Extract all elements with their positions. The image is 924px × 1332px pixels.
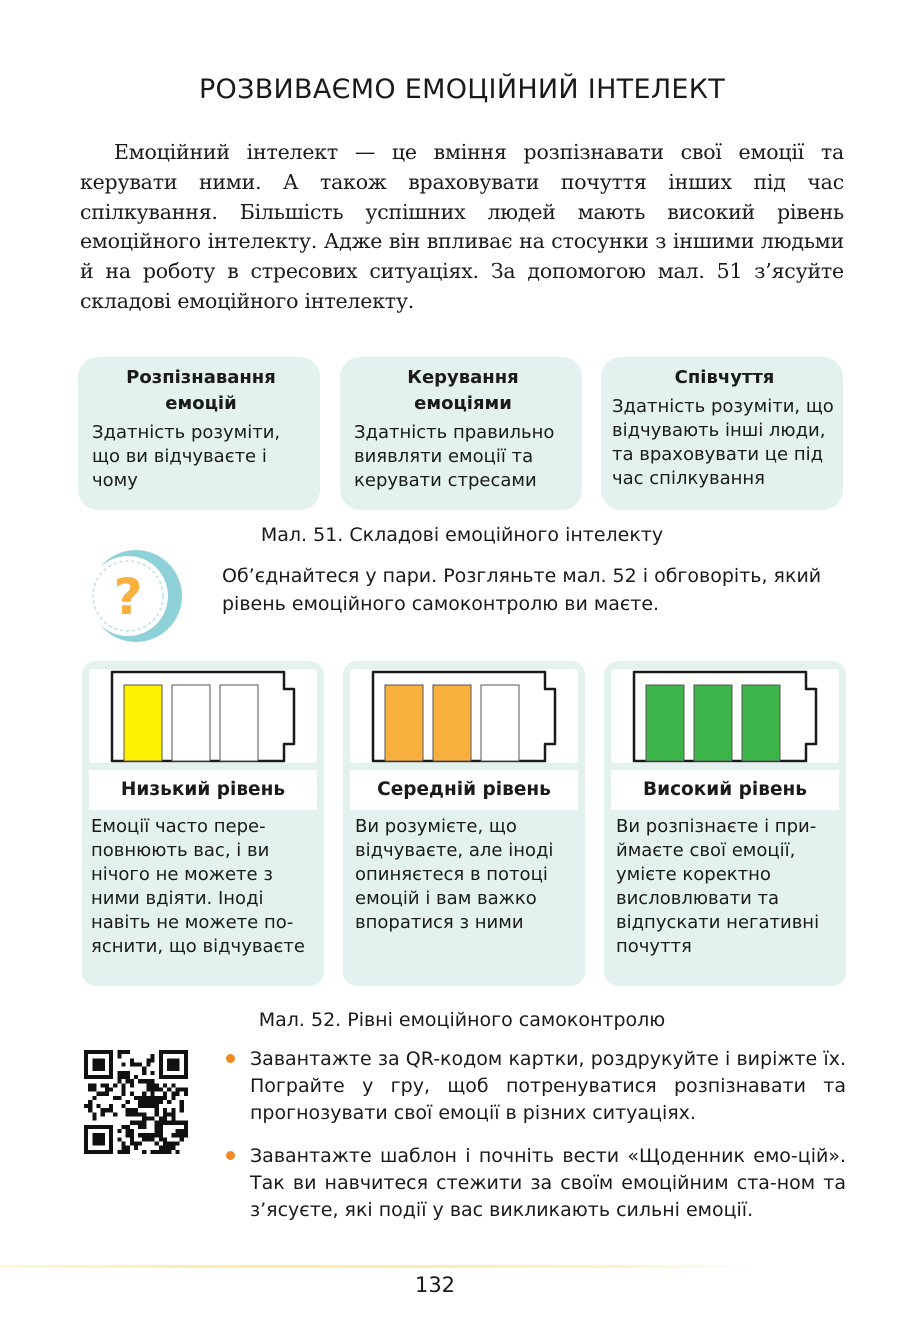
footer-divider [0, 1265, 760, 1268]
component-heading: Співчуття [674, 367, 775, 388]
figure-caption-52: Мал. 52. Рівні емоційного самоконтролю [258, 1009, 666, 1031]
component-heading: Розпізнавання емоцій [126, 367, 276, 414]
level-label: Низький рівень [89, 770, 317, 810]
list-item [224, 1143, 846, 1224]
battery-panel [89, 669, 317, 763]
level-card-low [82, 661, 324, 986]
battery-medium-icon [350, 669, 578, 763]
level-label: Високий рівень [611, 770, 839, 810]
battery-high-icon [611, 669, 839, 763]
component-card-empathy [601, 357, 843, 510]
qr-code-icon[interactable] [84, 1050, 188, 1154]
bullet-dot-icon [226, 1151, 235, 1160]
page-number: 132 [414, 1273, 456, 1297]
battery-panel [350, 669, 578, 763]
component-text: Здатність правильно виявляти емоції та керувати стресами [354, 422, 555, 491]
battery-panel [611, 669, 839, 763]
figure-caption-51: Мал. 51. Складові емоційного інтелекту [260, 524, 664, 546]
activity-list [224, 1046, 846, 1240]
component-card-management [340, 357, 582, 510]
question-mark-icon [84, 548, 184, 644]
level-description: Ви розпізнаєте і при-ймаєте свої емоції, умієте коректно висловлювати та відпускати негативні почуття [616, 816, 820, 957]
bullet-dot-icon [226, 1054, 235, 1063]
component-heading: Керування емоціями [407, 367, 519, 414]
level-label: Середній рівень [350, 770, 578, 810]
component-text: Здатність розуміти, що ви відчуваєте і чому [92, 422, 281, 491]
list-item [224, 1046, 846, 1127]
level-card-medium [343, 661, 585, 986]
page-title: РОЗВИВАЄМО ЕМОЦІЙНИЙ ІНТЕЛЕКТ [198, 74, 726, 105]
pair-task-text: Об’єднайтеся у пари. Розгляньте мал. 52 і обговоріть, який рівень емоційного самоконтролю ви маєте. [222, 565, 822, 615]
list-item-text: Завантажте за QR-кодом картки, роздрукуйте і виріжте їх. Пограйте у гру, щоб потренуватися розпізнавати та прогнозувати свої емоції в різних ситуаціях. [250, 1048, 846, 1124]
battery-low-icon [89, 669, 317, 763]
level-description: Ви розумієте, що відчуваєте, але іноді опиняєтеся в потоці емоцій і вам важко впоратися з ними [355, 816, 554, 933]
intro-paragraph: Емоційний інтелект — це вміння розпізнавати свої емоції та керувати ними. А також враховувати почуття інших під час спілкування. Більшість успішних людей мають високий рівень емоційного інтелекту. Адже він впливає на стосунки з іншими людьми й на роботу в стресових ситуаціях. За допомогою мал. 51 з’ясуйте складові емоційного інтелекту. [80, 140, 844, 313]
svg-text:?: ? [113, 568, 143, 626]
component-card-recognition [78, 357, 320, 510]
component-text: Здатність розуміти, що відчувають інші люди, та враховувати це під час спілкування [612, 396, 834, 489]
level-description: Емоції часто пере-повнюють вас, і ви нічого не можете з ними вдіяти. Іноді навіть не можете по-яснити, що відчуваєте [91, 816, 305, 957]
list-item-text: Завантажте шаблон і почніть вести «Щоденник емо-цій». Так ви навчитеся стежити за своїм емоційним ста-ном та з’ясуєте, які події у вас викликають сильні емоції. [250, 1145, 846, 1221]
level-card-high [604, 661, 846, 986]
